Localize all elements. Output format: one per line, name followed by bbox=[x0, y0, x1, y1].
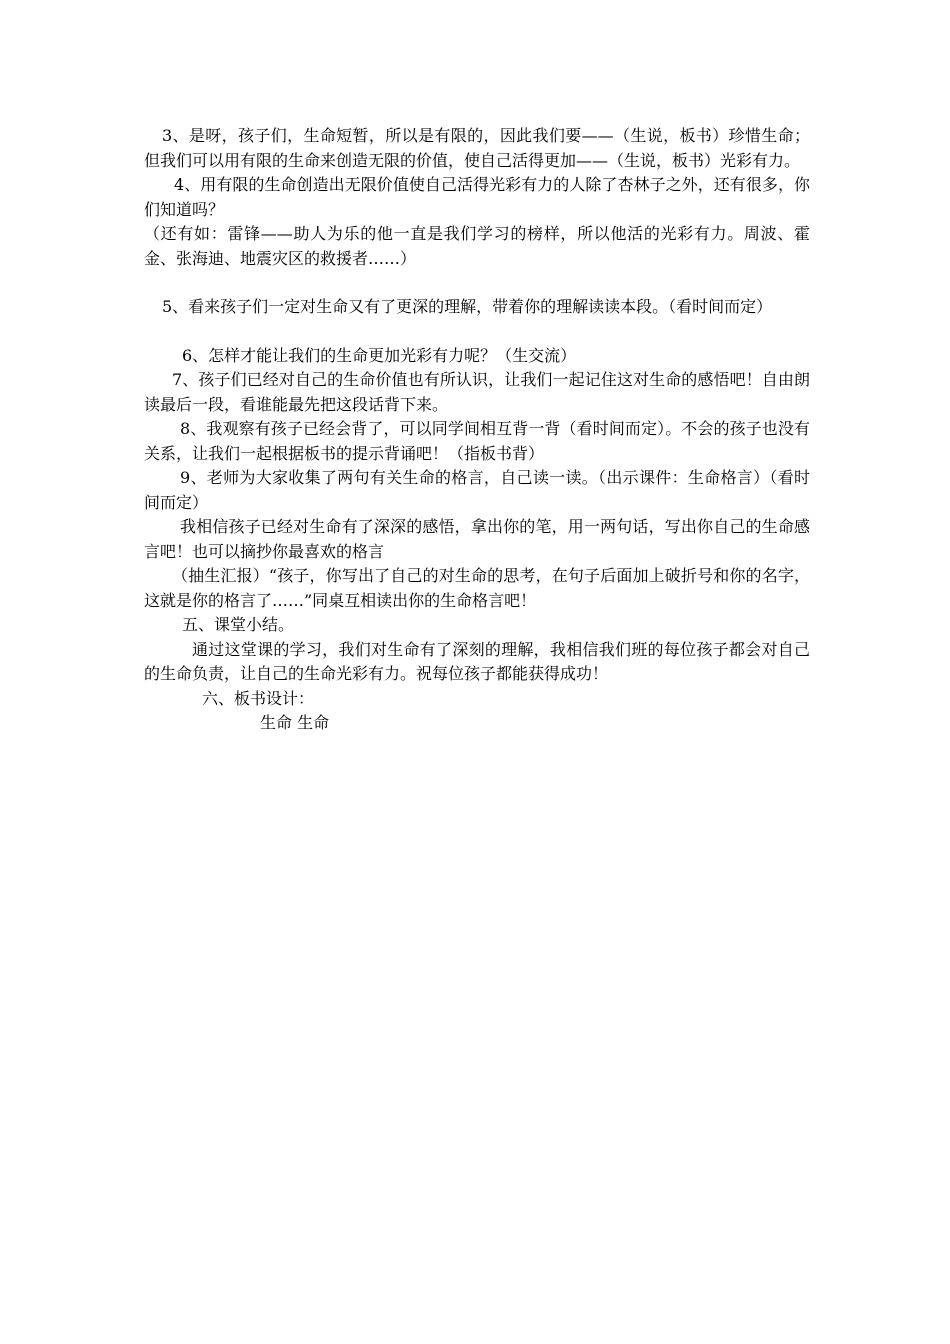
paragraph-7: 7、孩子们已经对自己的生命价值也有所认识，让我们一起记住这对生命的感悟吧！自由朗读最后一段，看谁能最先把这段话背下来。 bbox=[144, 370, 810, 414]
heading-summary: 五、课堂小结。 bbox=[182, 615, 295, 634]
paragraph-5: 5、看来孩子们一定对生命又有了更深的理解，带着你的理解读读本段。（看时间而定） bbox=[162, 297, 773, 316]
paragraph-6: 6、怎样才能让我们的生命更加光彩有力呢？（生交流） bbox=[182, 345, 577, 365]
heading-board-design: 六、板书设计： bbox=[202, 688, 315, 708]
board-design-text: 生命 生命 bbox=[260, 713, 330, 732]
paragraph-report: （抽生汇报）“孩子，你写出了自己的对生命的思考，在句子后面加上破折号和你的名字，这就是你的格言了……”同桌互相读出你的生命格言吧！ bbox=[144, 566, 810, 610]
paragraph-summary: 通过这堂课的学习，我们对生命有了深刻的理解，我相信我们班的每位孩子都会对自己的生命负责，让自己的生命光彩有力。祝每位孩子都能获得成功！ bbox=[144, 639, 810, 683]
paragraph-9: 9、老师为大家收集了两句有关生命的格言，自己读一读。（出示课件：生命格言）（看时间而定） bbox=[144, 468, 810, 512]
paragraph-4-note: （还有如：雷锋——助人为乐的他一直是我们学习的榜样，所以他活的光彩有力。周波、霍金、张海迪、地震灾区的救援者……） bbox=[144, 224, 810, 268]
paragraph-4: 4、用有限的生命创造出无限价值使自己活得光彩有力的人除了杏林子之外，还有很多，你们知道吗？ bbox=[144, 175, 810, 219]
paragraph-3: 3、是呀，孩子们，生命短暂，所以是有限的，因此我们要——（生说，板书）珍惜生命；但我们可以用有限的生命来创造无限的价值，使自己活得更加——（生说，板书）光彩有力。 bbox=[144, 126, 810, 170]
paragraph-8: 8、我观察有孩子已经会背了，可以同学间相互背一背（看时间而定）。不会的孩子也没有关系，让我们一起根据板书的提示背诵吧！（指板书背） bbox=[144, 419, 810, 463]
paragraph-motto-task: 我相信孩子已经对生命有了深深的感悟，拿出你的笔，用一两句话，写出你自己的生命感言吧！也可以摘抄你最喜欢的格言 bbox=[144, 517, 810, 561]
document-body bbox=[144, 124, 810, 736]
